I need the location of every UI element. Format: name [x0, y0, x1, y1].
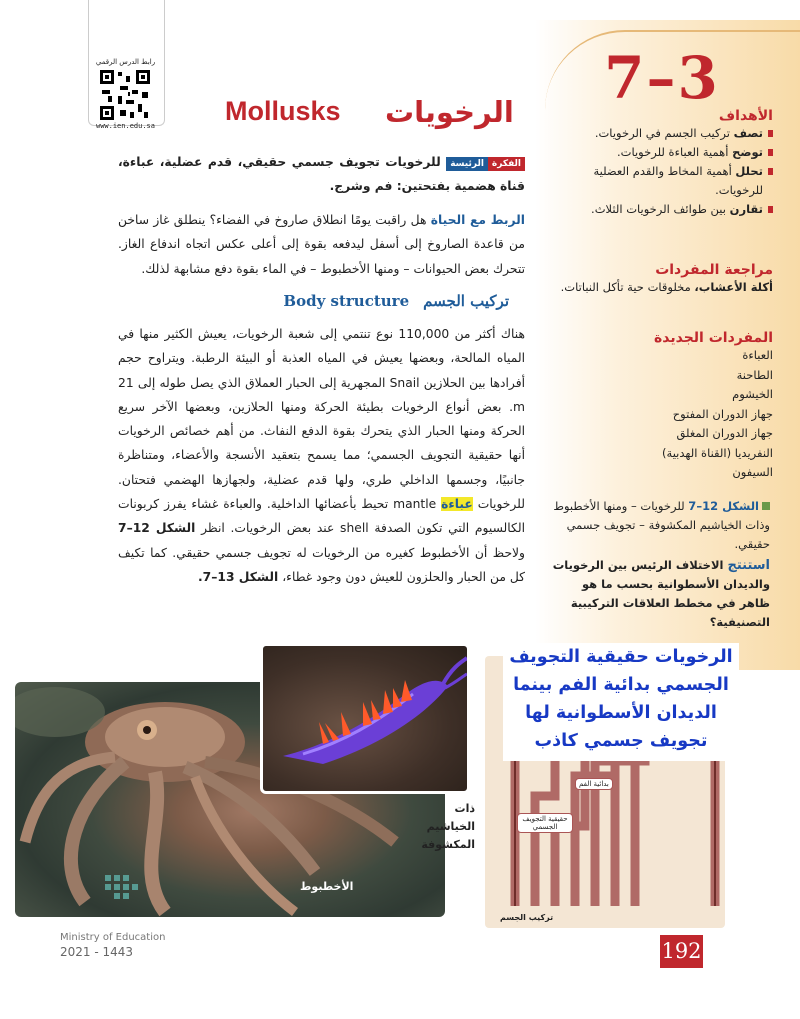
- new-vocab-panel: [548, 330, 773, 483]
- qr-code-icon[interactable]: [98, 68, 152, 122]
- caption-marker-icon: [762, 502, 770, 510]
- vocab-item: العباءة: [742, 348, 773, 362]
- figure-caption: الشكل 12–7 للرخويات – ومنها الأخطبوط وذات الخياشيم المكشوفة – تجويف جسمي حقيقي.: [553, 499, 770, 551]
- ministry-year: 2021 - 1443: [60, 945, 134, 959]
- vocab-item: النفريديا (القناة الهدبية): [662, 445, 773, 460]
- nudibranch-illustration: [263, 646, 467, 791]
- mantle-term: عباءة: [441, 497, 473, 512]
- qr-label: رابط الدرس الرقمي: [95, 58, 156, 66]
- objective-item: توضح أهمية العباءة للرخويات.: [548, 143, 773, 162]
- page-title-english: Mollusks: [225, 96, 341, 126]
- infer-question: استنتج الاختلاف الرئيس بين الرخويات والديدان الأسطوانية بحسب ما هو ظاهر في مخطط العلاقات التركيبية التصنيفية؟: [552, 558, 770, 629]
- vocab-item: جهاز الدوران المفتوح: [672, 406, 773, 421]
- objective-item: تقارن بين طوائف الرخويات الثلاث.: [548, 200, 773, 219]
- review-heading: مراجعة المفردات: [655, 262, 773, 278]
- nudibranch-caption: ذات الخياشيم المكشوفة: [421, 802, 475, 851]
- objectives-list: [548, 124, 773, 219]
- page-title-arabic: الرخويات: [385, 95, 514, 129]
- objectives-panel: [548, 108, 773, 219]
- main-idea: الفكرةالرئيسة للرخويات تجويف جسمي حقيقي، قدم عضلية، عباءة، قناة هضمية بفتحتين: فم وشرج.: [118, 155, 525, 194]
- objective-item: تصف تركيب الجسم في الرخويات.: [548, 124, 773, 143]
- review-vocab-panel: [548, 262, 773, 297]
- nudibranch-photo: [260, 643, 470, 794]
- cladogram-label-protostome: بدائية الفم: [575, 778, 613, 790]
- review-definition: أكلة الأعشاب، مخلوقات حية تأكل النباتات.: [560, 280, 773, 294]
- vocab-item: الخيشوم: [732, 387, 773, 401]
- section-number: 7–3: [604, 44, 720, 112]
- vocab-item: السيفون: [732, 465, 773, 479]
- real-life-connection: الربط مع الحياة هل راقبت يومًا انطلاق صاروخ في الفضاء؟ ينطلق غاز ساخن من قاعدة الصاروخ إلى أسفل ليدفعه بقوة إلى أعلى عكس اتجاه اندفاع الغاز. تتحرك بعض الحيوانات – ومنها الأخطبوط – في الماء بقوة دفع مشابهة لذلك.: [118, 213, 525, 276]
- ministry-logo-icon: [100, 870, 160, 905]
- tag-idea: الفكرة: [488, 157, 525, 171]
- cladogram-label-body-plan: تركيب الجسم: [500, 913, 554, 922]
- page-number: 192: [660, 935, 703, 968]
- objectives-heading: الأهداف: [718, 108, 773, 124]
- octopus-caption: الأخطبوط: [300, 880, 354, 893]
- cladogram-label-coelomate: حقيقية التجويف الجسمي: [517, 813, 573, 833]
- section-subhead: تركيب الجسمBody structure: [283, 292, 509, 310]
- annotation-overlay: الرخويات حقيقية التجويف الجسمي بدائية الفم بينما الديدان الأسطوانية لها تجويف جسمي كاذب: [503, 643, 739, 761]
- ministry-name: Ministry of Education: [60, 932, 166, 943]
- objective-item: تحلل أهمية المخاط والقدم العضلية للرخويات.: [548, 162, 773, 200]
- body-text: هناك أكثر من 110,000 نوع تنتمي إلى شعبة الرخويات، يعيش الكثير منها في المياه المالحة، وبعضها يعيش في المياه العذبة أو البيئة الرطبة. ويتراوح حجم أفرادها بين الحلازين Snail المجهرية إلى الحبار العملاق الذي يصل طوله إلى 21 m. بعض أنواع الرخويات بطيئة الحركة ومنها الحلازين، وبعضها الآخر سريع الحركة ومنها الحبار الذي يتحرك بقوة الدفع النفاث. من أهم خصائص الرخويات أنها حقيقية التجويف الجسمي؛ مما يسمح بتعقيد الأنسجة والأعضاء، ومتناظرة جانبيًا، وجسمها الداخلي طري، ولها قدم عضلية، ولجهازها الهضمي فتحتان. للرخويات عباءة mantle تحيط بأعضائها الداخلية. والعباءة غشاء يفرز كربونات الكالسيوم التي تكون الصدفة shell عند بعض الرخويات. انظر الشكل 12–7 ولاحظ أن الأخطبوط كغيره من الرخويات له تجويف جسمي حقيقي. كما تكيف كل من الحبار والحلزون للعيش دون وجود غطاء، الشكل 13–7.: [118, 327, 525, 584]
- new-vocab-list: [548, 346, 773, 483]
- vocab-item: جهاز الدوران المغلق: [676, 426, 773, 440]
- new-vocab-heading: المفردات الجديدة: [654, 330, 773, 346]
- vocab-item: الطاحنة: [736, 367, 773, 382]
- qr-url: www.ien.edu.sa: [95, 122, 155, 130]
- tag-main: الرئيسة: [446, 157, 488, 171]
